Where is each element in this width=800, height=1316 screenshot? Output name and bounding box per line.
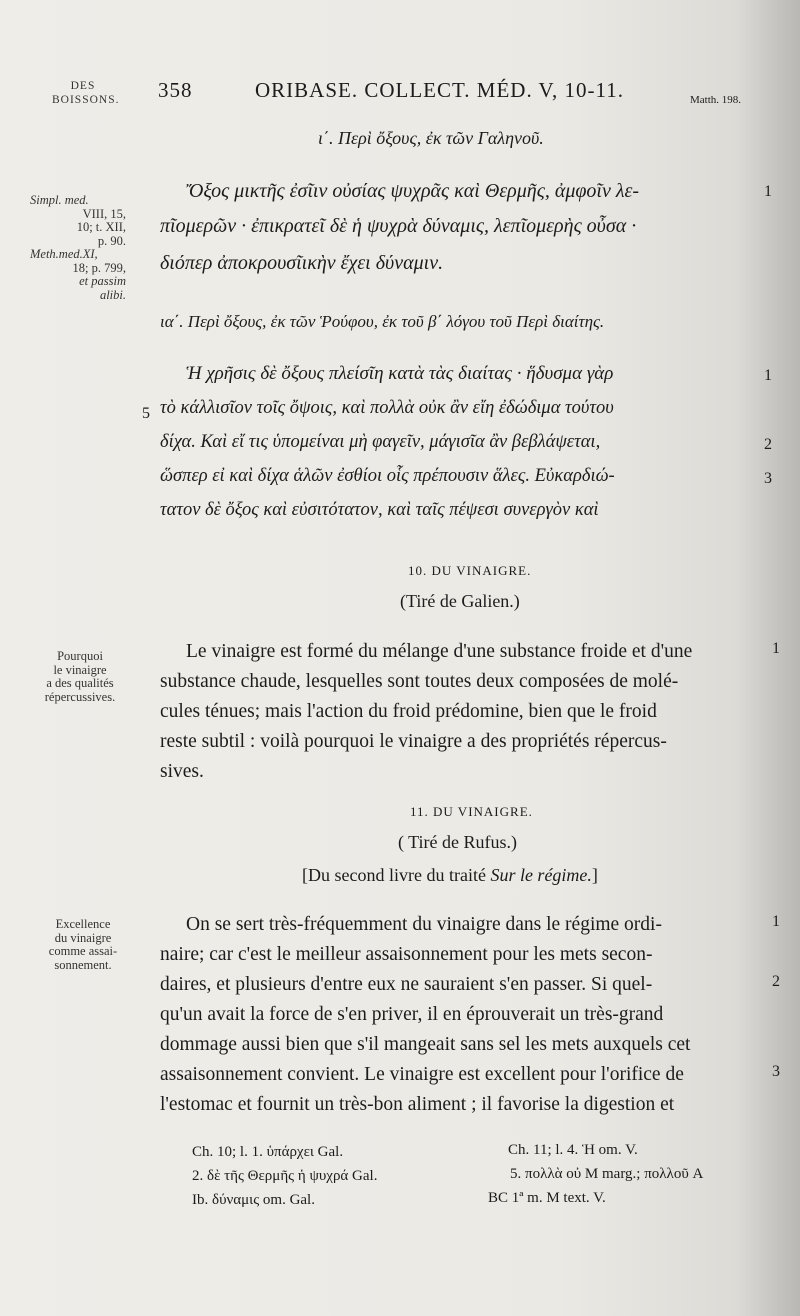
greek-line: Ἡ χρῆσις δὲ ὄξους πλείσῖη κατὰ τὰς διαίτας · ἥδυσμα γὰρ xyxy=(186,363,614,384)
french-source-11: ( Tiré de Rufus.) xyxy=(398,832,518,852)
note-line: répercussives. xyxy=(44,689,116,704)
margin-section-label xyxy=(52,80,120,107)
greek-line: ὥσπερ εἰ καὶ δίχα ἁλῶν ἐσθίοι οἷς πρέπουσιν ἅλες. Εὐκαρδιώ- xyxy=(160,466,615,486)
citation-line: Meth.med.XI, xyxy=(30,247,98,261)
french-line: naire; car c'est le meilleur assaisonnement pour les mets secon- xyxy=(160,944,653,965)
french-heading-11: 11. DU VINAIGRE. xyxy=(410,804,533,819)
running-title: ORIBASE. COLLECT. MÉD. V, 10-11. xyxy=(255,78,624,102)
margin-section-label-line: BOISSONS. xyxy=(52,93,120,106)
french-line: Le vinaigre est formé du mélange d'une substance froide et d'une xyxy=(186,641,693,662)
line-number: 3 xyxy=(764,470,772,487)
french-line: assaisonnement convient. Le vinaigre est excellent pour l'orifice de xyxy=(160,1064,684,1085)
citation-line: VIII, 15, xyxy=(82,206,126,221)
greek-line: διόπερ ἀποκρουσῖικὴν ἔχει δύναμιν. xyxy=(160,252,444,274)
line-number: 2 xyxy=(764,436,772,453)
french-line: sives. xyxy=(160,761,204,782)
french-line: reste subtil : voilà pourquoi le vinaigre a des propriétés répercus- xyxy=(160,731,667,752)
footnote-left: 2. δὲ τῆς Θερμῆς ἡ ψυχρά Gal. xyxy=(192,1168,378,1184)
french-line: daires, et plusieurs d'entre eux ne sauraient s'en passer. Si quel- xyxy=(160,974,653,995)
citation-line: et passim xyxy=(79,274,126,288)
citation-line: p. 90. xyxy=(97,233,126,248)
french-line: On se sert très-fréquemment du vinaigre dans le régime ordi- xyxy=(186,914,662,935)
greek-line: τὸ κάλλισῖον τοῖς ὄψοις, καὶ πολλὰ οὐκ ἂν εἴη ἐδώδιμα τούτου xyxy=(160,398,614,418)
page-number: 358 xyxy=(158,78,193,102)
line-number: 2 xyxy=(772,973,780,990)
citation-line: 10; t. XII, xyxy=(76,220,126,234)
footnote-right: BC 1ª m. M text. V. xyxy=(488,1190,606,1206)
french-source-10: (Tiré de Galien.) xyxy=(400,591,520,611)
french-line: cules ténues; mais l'action du froid prédomine, bien que le froid xyxy=(160,701,657,722)
margin-note-excellence xyxy=(30,918,136,972)
note-line: comme assai- xyxy=(48,944,118,958)
note-line: Pourquoi xyxy=(57,649,103,663)
french-line: qu'un avait la force de s'en priver, il en éprouverait un très-grand xyxy=(160,1004,664,1025)
note-line: le vinaigre xyxy=(53,662,107,677)
subsource-suffix: ] xyxy=(591,865,598,885)
greek-line: πῖομερῶν · ἐπικρατεῖ δὲ ἡ ψυχρὰ δύναμις, λεπῖομερὴς οὖσα · xyxy=(160,215,637,237)
subsource-prefix: [Du second livre du traité xyxy=(302,865,491,885)
footnote-left: Ib. δύναμις om. Gal. xyxy=(192,1192,315,1208)
greek-line: τατον δὲ ὄξος καὶ εὐσιτότατον, καὶ ταῖς πέψεσι συνεργὸν καὶ xyxy=(160,500,599,520)
greek-line: Ὄξος μικτῆς ἐσῖιν οὐσίας ψυχρᾶς καὶ Θερμῆς, ἀμφοῖν λε- xyxy=(186,180,640,202)
subsource-title: Sur le régime. xyxy=(490,865,592,885)
french-line: l'estomac et fournit un très-bon aliment ; il favorise la digestion et xyxy=(160,1094,675,1115)
line-number: 1 xyxy=(764,183,772,200)
note-line: Excellence xyxy=(55,917,111,931)
citation-line: alibi. xyxy=(99,287,126,302)
citation-line: Simpl. med. xyxy=(30,193,89,207)
note-line: du vinaigre xyxy=(54,930,112,945)
greek-heading-11: ια΄. Περὶ ὄξους, ἐκ τῶν Ῥούφου, ἐκ τοῦ β΄ λόγου τοῦ Περὶ διαίτης. xyxy=(160,312,605,331)
margin-citation xyxy=(30,194,126,302)
matthaei-reference: Matth. 198. xyxy=(690,94,742,106)
french-line: substance chaude, lesquelles sont toutes deux composées de molé- xyxy=(160,671,679,692)
greek-line: δίχα. Καὶ εἴ τις ὑπομείναι μὴ φαγεῖν, μάγισῖα ἂν βεβλάψεται, xyxy=(160,432,601,452)
line-number: 1 xyxy=(772,640,780,657)
citation-line: 18; p. 799, xyxy=(72,260,126,275)
line-number: 3 xyxy=(772,1063,780,1080)
margin-note-repercussive xyxy=(20,650,140,704)
french-subsource-11 xyxy=(302,865,598,886)
greek-heading-10: ι΄. Περὶ ὄξους, ἐκ τῶν Γαληνοῦ. xyxy=(318,128,544,148)
margin-section-label-line: DES xyxy=(70,80,96,92)
line-number: 1 xyxy=(772,913,780,930)
footnote-right: 5. πολλὰ οὐ M marg.; πολλοῦ A xyxy=(510,1166,704,1182)
note-line: a des qualités xyxy=(46,676,114,690)
footnote-left: Ch. 10; l. 1. ὑπάρχει Gal. xyxy=(192,1144,344,1160)
note-line: sonnement. xyxy=(54,957,112,972)
french-line: dommage aussi bien que s'il mangeait sans sel les mets auxquels cet xyxy=(160,1034,691,1055)
french-heading-10: 10. DU VINAIGRE. xyxy=(408,563,532,578)
line-number: 1 xyxy=(764,367,772,384)
left-line-number: 5 xyxy=(142,405,150,422)
footnote-right: Ch. 11; l. 4. Ἡ om. V. xyxy=(508,1142,638,1158)
